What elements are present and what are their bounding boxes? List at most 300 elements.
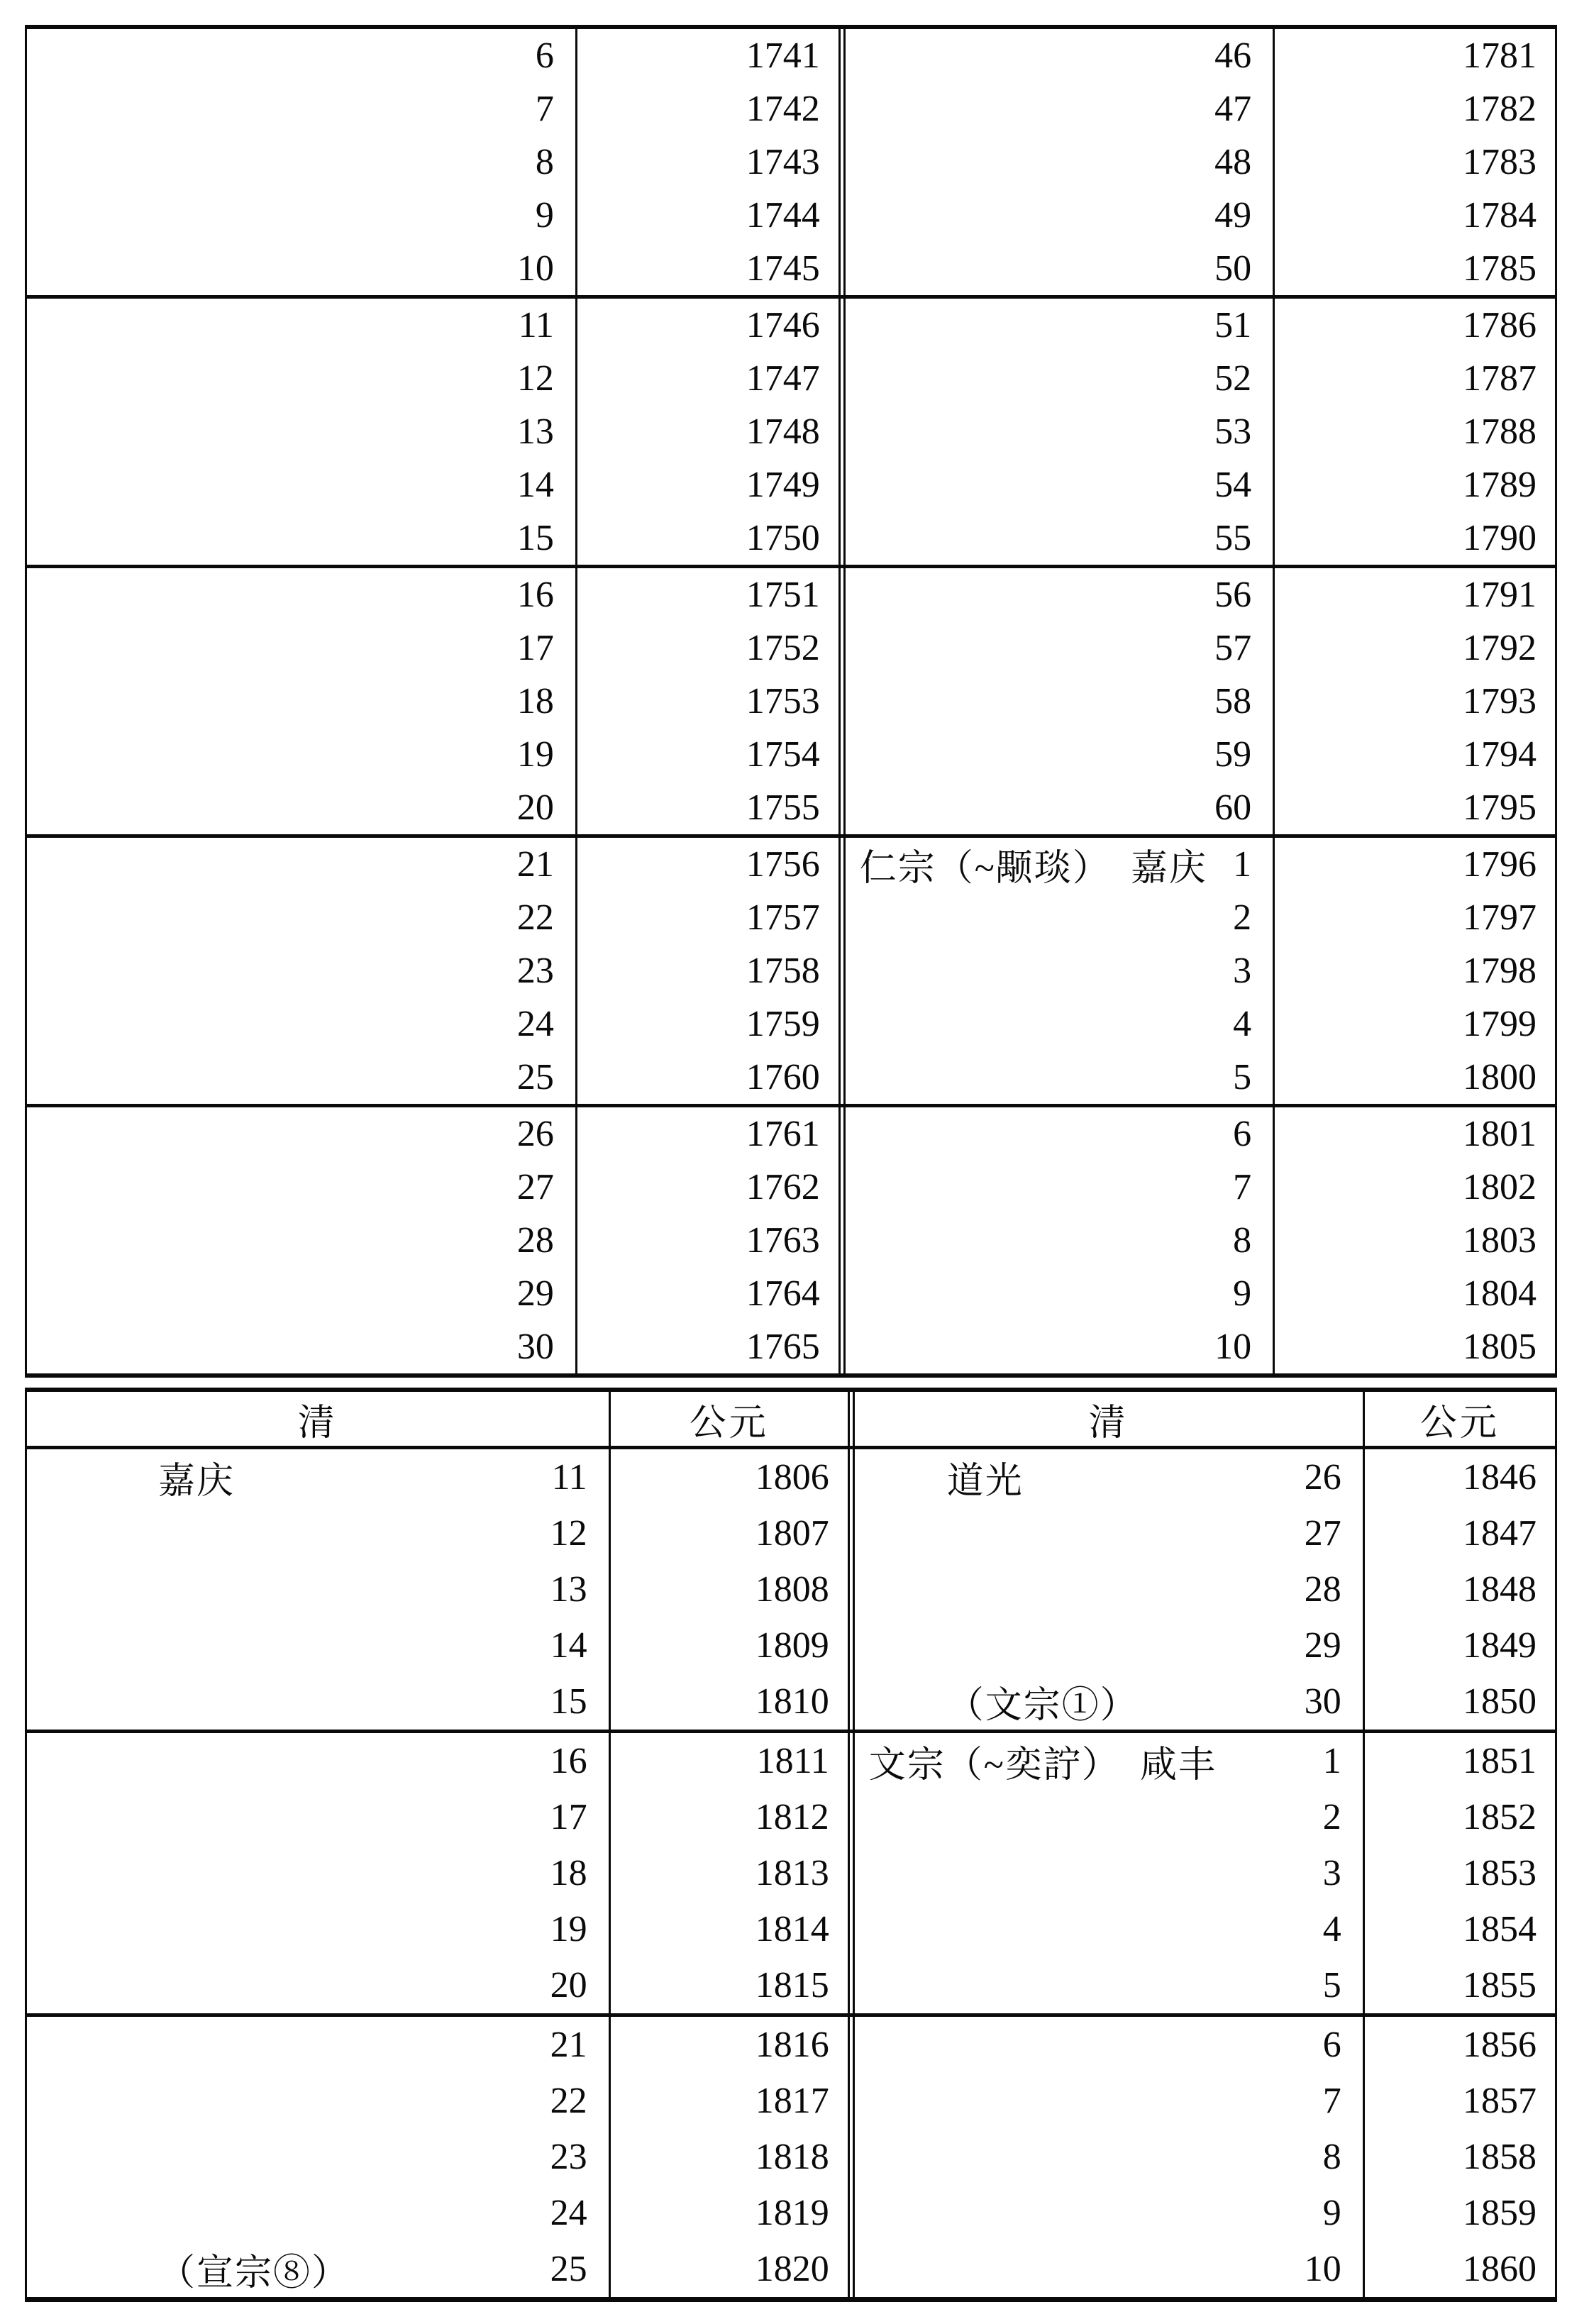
gregorian-year: 1765 — [746, 1327, 820, 1367]
reign-year-number: 7 — [1233, 1167, 1252, 1207]
reign-year-number: 5 — [1322, 1965, 1341, 2005]
era-and-reign-year-cell — [27, 891, 577, 944]
reign-year-number: 26 — [516, 1114, 554, 1154]
gregorian-year-cell — [1365, 1789, 1555, 1845]
era-and-reign-year-cell — [27, 728, 577, 781]
table-row — [27, 29, 1555, 82]
gregorian-year-cell — [1275, 781, 1555, 834]
era-and-reign-year-cell — [27, 1957, 611, 2013]
gregorian-year-cell — [611, 1957, 855, 2013]
reign-year-number: 12 — [550, 1513, 587, 1554]
era-label: 道光 — [946, 1461, 1024, 1502]
gregorian-year-cell — [1275, 242, 1555, 295]
gregorian-year-cell — [577, 405, 846, 458]
row-group — [27, 838, 1555, 1107]
gregorian-year-cell — [577, 944, 846, 997]
gregorian-year: 1810 — [755, 1681, 829, 1722]
gregorian-year-cell — [1275, 1051, 1555, 1104]
reign-year-number: 8 — [1233, 1220, 1252, 1261]
reign-year-number: 3 — [1322, 1853, 1341, 1893]
reign-year-number: 30 — [516, 1327, 554, 1367]
gregorian-year-cell — [577, 82, 846, 135]
gregorian-year: 1792 — [1463, 628, 1537, 668]
reign-year-number: 8 — [535, 142, 554, 182]
gregorian-year: 1856 — [1462, 2025, 1537, 2065]
gregorian-year: 1761 — [746, 1114, 820, 1154]
era-and-reign-year-cell — [27, 1320, 577, 1373]
gregorian-year-cell — [577, 675, 846, 728]
gregorian-year: 1852 — [1462, 1797, 1537, 1837]
era-and-reign-year-cell — [27, 1051, 577, 1104]
gregorian-year: 1763 — [746, 1220, 820, 1261]
era-and-reign-year-cell — [27, 1901, 611, 1957]
gregorian-year-cell — [1275, 997, 1555, 1051]
gregorian-year: 1809 — [755, 1625, 829, 1666]
gregorian-year-cell — [1275, 1214, 1555, 1267]
gregorian-year-cell — [577, 838, 846, 891]
table-row — [27, 2073, 1555, 2129]
reign-year-number: 57 — [1214, 628, 1252, 668]
table-row — [27, 1673, 1555, 1730]
gregorian-year: 1799 — [1463, 1004, 1537, 1044]
gregorian-year-cell — [1365, 1733, 1555, 1789]
table-row — [27, 568, 1555, 621]
reign-year-number: 24 — [550, 2193, 587, 2233]
gregorian-year: 1781 — [1463, 35, 1537, 76]
reign-year-number: 5 — [1233, 1057, 1252, 1097]
era-and-reign-year-cell — [27, 82, 577, 135]
era-and-reign-year-cell — [846, 299, 1275, 352]
reign-year-number: 26 — [1304, 1457, 1341, 1498]
gregorian-year-cell — [1275, 352, 1555, 405]
table-row — [27, 1161, 1555, 1214]
era-and-reign-year-cell — [27, 1161, 577, 1214]
reign-year-number: 54 — [1214, 465, 1252, 505]
gregorian-year-cell — [577, 1214, 846, 1267]
conversion-table-top — [25, 25, 1557, 1378]
header-dynasty-right: 清 — [855, 1392, 1365, 1446]
gregorian-year: 1741 — [746, 35, 820, 76]
reign-year-number: 60 — [1214, 787, 1252, 828]
era-and-reign-year-cell — [846, 1214, 1275, 1267]
row-group — [27, 568, 1555, 838]
reign-year-number: 6 — [535, 35, 554, 76]
reign-year-number: 16 — [550, 1741, 587, 1781]
era-label: 仁宗（~颙琰） 嘉庆 — [859, 848, 1207, 889]
gregorian-year: 1748 — [746, 411, 820, 452]
gregorian-year: 1744 — [746, 195, 820, 236]
table-row — [27, 189, 1555, 242]
era-and-reign-year-cell — [855, 2241, 1365, 2297]
table-row — [27, 1320, 1555, 1373]
header-gregorian-right: 公元 — [1419, 1402, 1500, 1444]
table-row — [27, 997, 1555, 1051]
era-and-reign-year-cell — [855, 1901, 1365, 1957]
gregorian-year-cell — [611, 2129, 855, 2185]
era-and-reign-year-cell — [855, 2185, 1365, 2241]
reign-year-number: 20 — [550, 1965, 587, 2005]
era-and-reign-year-cell — [846, 189, 1275, 242]
reign-year-number: 10 — [516, 248, 554, 289]
gregorian-year: 1785 — [1463, 248, 1537, 289]
gregorian-year: 1757 — [746, 897, 820, 938]
gregorian-year-cell — [1275, 728, 1555, 781]
era-and-reign-year-cell — [27, 2129, 611, 2185]
reign-year-number: 17 — [516, 628, 554, 668]
reign-year-number: 29 — [516, 1273, 554, 1314]
gregorian-year: 1794 — [1463, 734, 1537, 775]
gregorian-year-cell — [1275, 511, 1555, 565]
table-row — [27, 1267, 1555, 1320]
gregorian-year: 1807 — [755, 1513, 829, 1554]
reign-year-number: 21 — [516, 844, 554, 885]
reign-year-number: 12 — [516, 358, 554, 399]
table-row — [27, 781, 1555, 834]
era-and-reign-year-cell — [27, 1617, 611, 1673]
table-row — [27, 1733, 1555, 1789]
gregorian-year: 1820 — [755, 2249, 829, 2289]
reign-year-number: 2 — [1233, 897, 1252, 938]
table-row — [27, 891, 1555, 944]
era-and-reign-year-cell — [855, 1957, 1365, 2013]
reign-year-number: 46 — [1214, 35, 1252, 76]
era-and-reign-year-cell — [855, 1505, 1365, 1561]
gregorian-year-cell — [611, 1449, 855, 1505]
era-and-reign-year-cell — [846, 997, 1275, 1051]
gregorian-year-cell — [577, 728, 846, 781]
gregorian-year-cell — [611, 1617, 855, 1673]
gregorian-year-cell — [1275, 1320, 1555, 1373]
table-row — [27, 511, 1555, 565]
reign-year-number: 52 — [1214, 358, 1252, 399]
era-label: （宣宗⑧） — [158, 2253, 350, 2293]
gregorian-year: 1800 — [1463, 1057, 1537, 1097]
gregorian-year: 1818 — [755, 2137, 829, 2177]
table-body — [27, 1449, 1555, 2297]
gregorian-year: 1860 — [1462, 2249, 1537, 2289]
gregorian-year-cell — [577, 997, 846, 1051]
era-and-reign-year-cell — [846, 568, 1275, 621]
table-row — [27, 242, 1555, 295]
reign-year-number: 14 — [516, 465, 554, 505]
era-and-reign-year-cell — [27, 1267, 577, 1320]
gregorian-year-cell — [577, 891, 846, 944]
era-and-reign-year-cell — [855, 1845, 1365, 1901]
gregorian-year: 1797 — [1463, 897, 1537, 938]
gregorian-year-cell — [1275, 458, 1555, 511]
era-and-reign-year-cell — [27, 242, 577, 295]
era-and-reign-year-cell — [846, 891, 1275, 944]
table-row — [27, 82, 1555, 135]
gregorian-year: 1854 — [1462, 1909, 1537, 1949]
gregorian-year-cell — [1275, 944, 1555, 997]
era-and-reign-year-cell — [27, 1561, 611, 1617]
reign-year-number: 23 — [516, 951, 554, 991]
gregorian-year: 1758 — [746, 951, 820, 991]
gregorian-year: 1847 — [1462, 1513, 1537, 1554]
reign-year-number: 18 — [550, 1853, 587, 1893]
gregorian-year: 1764 — [746, 1273, 820, 1314]
era-and-reign-year-cell — [27, 1214, 577, 1267]
gregorian-year: 1846 — [1462, 1457, 1537, 1498]
gregorian-year-cell — [577, 458, 846, 511]
gregorian-year-cell — [1365, 1561, 1555, 1617]
gregorian-year: 1811 — [756, 1741, 829, 1781]
era-and-reign-year-cell — [846, 405, 1275, 458]
era-and-reign-year-cell — [27, 1733, 611, 1789]
gregorian-year: 1760 — [746, 1057, 820, 1097]
gregorian-year-cell — [1275, 891, 1555, 944]
table-row — [27, 2129, 1555, 2185]
gregorian-year-cell — [1365, 1673, 1555, 1730]
reign-year-number: 13 — [516, 411, 554, 452]
gregorian-year-cell — [1365, 2129, 1555, 2185]
table-row — [27, 458, 1555, 511]
reign-year-number: 10 — [1304, 2249, 1341, 2289]
gregorian-year-cell — [1365, 1449, 1555, 1505]
table-row — [27, 1449, 1555, 1505]
era-and-reign-year-cell — [27, 352, 577, 405]
table-row — [27, 1845, 1555, 1901]
gregorian-year-cell — [611, 1733, 855, 1789]
table-row — [27, 944, 1555, 997]
gregorian-year-cell — [1365, 2073, 1555, 2129]
gregorian-year-cell — [1365, 1901, 1555, 1957]
era-and-reign-year-cell — [855, 2129, 1365, 2185]
era-and-reign-year-cell — [855, 2073, 1365, 2129]
gregorian-year-cell — [611, 2073, 855, 2129]
era-and-reign-year-cell — [846, 675, 1275, 728]
gregorian-year-cell — [611, 1673, 855, 1730]
table-row — [27, 1901, 1555, 1957]
era-and-reign-year-cell — [27, 1845, 611, 1901]
gregorian-year-cell — [1365, 1957, 1555, 2013]
gregorian-year: 1804 — [1463, 1273, 1537, 1314]
gregorian-year: 1751 — [746, 575, 820, 615]
gregorian-year-cell — [1275, 1267, 1555, 1320]
reign-year-number: 47 — [1214, 89, 1252, 129]
gregorian-year-cell — [611, 1561, 855, 1617]
gregorian-year: 1762 — [746, 1167, 820, 1207]
gregorian-year: 1812 — [755, 1797, 829, 1837]
reign-year-number: 49 — [1214, 195, 1252, 236]
era-and-reign-year-cell — [27, 2017, 611, 2073]
era-label: （文宗①） — [946, 1686, 1139, 1726]
gregorian-year: 1790 — [1463, 518, 1537, 558]
era-label: 嘉庆 — [158, 1461, 236, 1502]
reign-year-number: 13 — [550, 1569, 587, 1610]
table-header-row — [27, 1392, 1555, 1449]
gregorian-year: 1816 — [755, 2025, 829, 2065]
era-and-reign-year-cell — [27, 2185, 611, 2241]
reign-year-number: 3 — [1233, 951, 1252, 991]
era-and-reign-year-cell — [846, 458, 1275, 511]
row-group — [27, 2017, 1555, 2297]
table-row — [27, 1789, 1555, 1845]
table-row — [27, 1561, 1555, 1617]
reign-year-number: 9 — [1322, 2193, 1341, 2233]
gregorian-year-cell — [1275, 189, 1555, 242]
era-and-reign-year-cell — [27, 1673, 611, 1730]
table-row — [27, 135, 1555, 189]
reign-year-number: 27 — [516, 1167, 554, 1207]
era-and-reign-year-cell — [846, 29, 1275, 82]
gregorian-year: 1796 — [1463, 844, 1537, 885]
gregorian-year: 1745 — [746, 248, 820, 289]
table-body — [27, 29, 1555, 1373]
reign-year-number: 4 — [1322, 1909, 1341, 1949]
reign-year-number: 28 — [516, 1220, 554, 1261]
gregorian-year-cell — [577, 511, 846, 565]
gregorian-year-cell — [577, 135, 846, 189]
conversion-table-bottom — [25, 1388, 1557, 2302]
gregorian-year-cell — [577, 352, 846, 405]
row-group — [27, 299, 1555, 568]
gregorian-year-cell — [611, 1901, 855, 1957]
reign-year-number: 8 — [1322, 2137, 1341, 2177]
table-row — [27, 1107, 1555, 1161]
era-and-reign-year-cell — [846, 352, 1275, 405]
table-row — [27, 2241, 1555, 2297]
era-and-reign-year-cell — [27, 2073, 611, 2129]
gregorian-year-cell — [1275, 1107, 1555, 1161]
gregorian-year: 1855 — [1462, 1965, 1537, 2005]
gregorian-year-cell — [611, 1845, 855, 1901]
reign-year-number: 1 — [1322, 1741, 1341, 1781]
era-and-reign-year-cell — [27, 458, 577, 511]
gregorian-year: 1859 — [1462, 2193, 1537, 2233]
reign-year-number: 2 — [1322, 1797, 1341, 1837]
era-and-reign-year-cell — [27, 299, 577, 352]
gregorian-year: 1815 — [755, 1965, 829, 2005]
gregorian-year: 1784 — [1463, 195, 1537, 236]
era-and-reign-year-cell — [855, 2017, 1365, 2073]
gregorian-year-cell — [611, 2185, 855, 2241]
era-and-reign-year-cell — [846, 1051, 1275, 1104]
reign-year-number: 14 — [550, 1625, 587, 1666]
era-and-reign-year-cell — [855, 1561, 1365, 1617]
gregorian-year-cell — [577, 1051, 846, 1104]
gregorian-year-cell — [1275, 838, 1555, 891]
era-and-reign-year-cell — [846, 728, 1275, 781]
reign-year-number: 7 — [1322, 2081, 1341, 2121]
era-and-reign-year-cell — [846, 1267, 1275, 1320]
era-and-reign-year-cell — [855, 1789, 1365, 1845]
reign-year-number: 1 — [1233, 844, 1252, 885]
gregorian-year: 1755 — [746, 787, 820, 828]
era-and-reign-year-cell — [27, 781, 577, 834]
reign-year-number: 9 — [1233, 1273, 1252, 1314]
gregorian-year: 1851 — [1462, 1741, 1537, 1781]
gregorian-year: 1787 — [1463, 358, 1537, 399]
reign-year-number: 19 — [550, 1909, 587, 1949]
reign-year-number: 19 — [516, 734, 554, 775]
gregorian-year-cell — [1365, 1617, 1555, 1673]
era-and-reign-year-cell — [846, 621, 1275, 675]
era-and-reign-year-cell — [846, 1320, 1275, 1373]
gregorian-year: 1791 — [1463, 575, 1537, 615]
gregorian-year: 1798 — [1463, 951, 1537, 991]
reign-year-number: 27 — [1304, 1513, 1341, 1554]
gregorian-year-cell — [1275, 29, 1555, 82]
gregorian-year-cell — [577, 189, 846, 242]
table-row — [27, 621, 1555, 675]
gregorian-year-cell — [1275, 135, 1555, 189]
gregorian-year-cell — [1275, 621, 1555, 675]
gregorian-year: 1752 — [746, 628, 820, 668]
reign-year-number: 15 — [550, 1681, 587, 1722]
era-and-reign-year-cell — [846, 1107, 1275, 1161]
reign-year-number: 11 — [518, 305, 554, 345]
gregorian-year-cell — [1365, 1505, 1555, 1561]
gregorian-year-cell — [611, 2017, 855, 2073]
table-row — [27, 1214, 1555, 1267]
era-label: 文宗（~奕詝） 咸丰 — [868, 1745, 1217, 1786]
table-row — [27, 352, 1555, 405]
table-row — [27, 1957, 1555, 2013]
era-and-reign-year-cell — [27, 838, 577, 891]
era-and-reign-year-cell — [855, 1449, 1365, 1505]
era-and-reign-year-cell — [27, 2241, 611, 2297]
era-and-reign-year-cell — [27, 405, 577, 458]
era-and-reign-year-cell — [846, 781, 1275, 834]
era-and-reign-year-cell — [27, 511, 577, 565]
row-group — [27, 1107, 1555, 1373]
gregorian-year: 1747 — [746, 358, 820, 399]
gregorian-year-cell — [577, 299, 846, 352]
era-and-reign-year-cell — [846, 511, 1275, 565]
gregorian-year: 1806 — [755, 1457, 829, 1498]
gregorian-year: 1750 — [746, 518, 820, 558]
reign-year-number: 53 — [1214, 411, 1252, 452]
reign-year-number: 28 — [1304, 1569, 1341, 1610]
gregorian-year: 1782 — [1463, 89, 1537, 129]
table-row — [27, 838, 1555, 891]
era-and-reign-year-cell — [846, 242, 1275, 295]
gregorian-year: 1759 — [746, 1004, 820, 1044]
table-row — [27, 675, 1555, 728]
era-and-reign-year-cell — [27, 997, 577, 1051]
gregorian-year: 1753 — [746, 681, 820, 721]
reign-year-number: 9 — [535, 195, 554, 236]
gregorian-year-cell — [1275, 1161, 1555, 1214]
gregorian-year: 1783 — [1463, 142, 1537, 182]
gregorian-year: 1802 — [1463, 1167, 1537, 1207]
reign-year-number: 50 — [1214, 248, 1252, 289]
era-and-reign-year-cell — [27, 135, 577, 189]
table-row — [27, 405, 1555, 458]
gregorian-year-cell — [1275, 299, 1555, 352]
reign-year-number: 55 — [1214, 518, 1252, 558]
table-row — [27, 1051, 1555, 1104]
era-and-reign-year-cell — [855, 1673, 1365, 1730]
reign-year-number: 20 — [516, 787, 554, 828]
gregorian-year-cell — [577, 781, 846, 834]
era-and-reign-year-cell — [27, 1505, 611, 1561]
gregorian-year-cell — [1365, 1845, 1555, 1901]
table-row — [27, 299, 1555, 352]
header-gregorian-left: 公元 — [611, 1392, 855, 1446]
gregorian-year: 1754 — [746, 734, 820, 775]
gregorian-year: 1808 — [755, 1569, 829, 1610]
era-and-reign-year-cell — [855, 1733, 1365, 1789]
gregorian-year-cell — [611, 1505, 855, 1561]
era-and-reign-year-cell — [846, 82, 1275, 135]
reign-year-number: 10 — [1214, 1327, 1252, 1367]
era-and-reign-year-cell — [27, 621, 577, 675]
reign-year-number: 24 — [516, 1004, 554, 1044]
gregorian-year-cell — [577, 621, 846, 675]
